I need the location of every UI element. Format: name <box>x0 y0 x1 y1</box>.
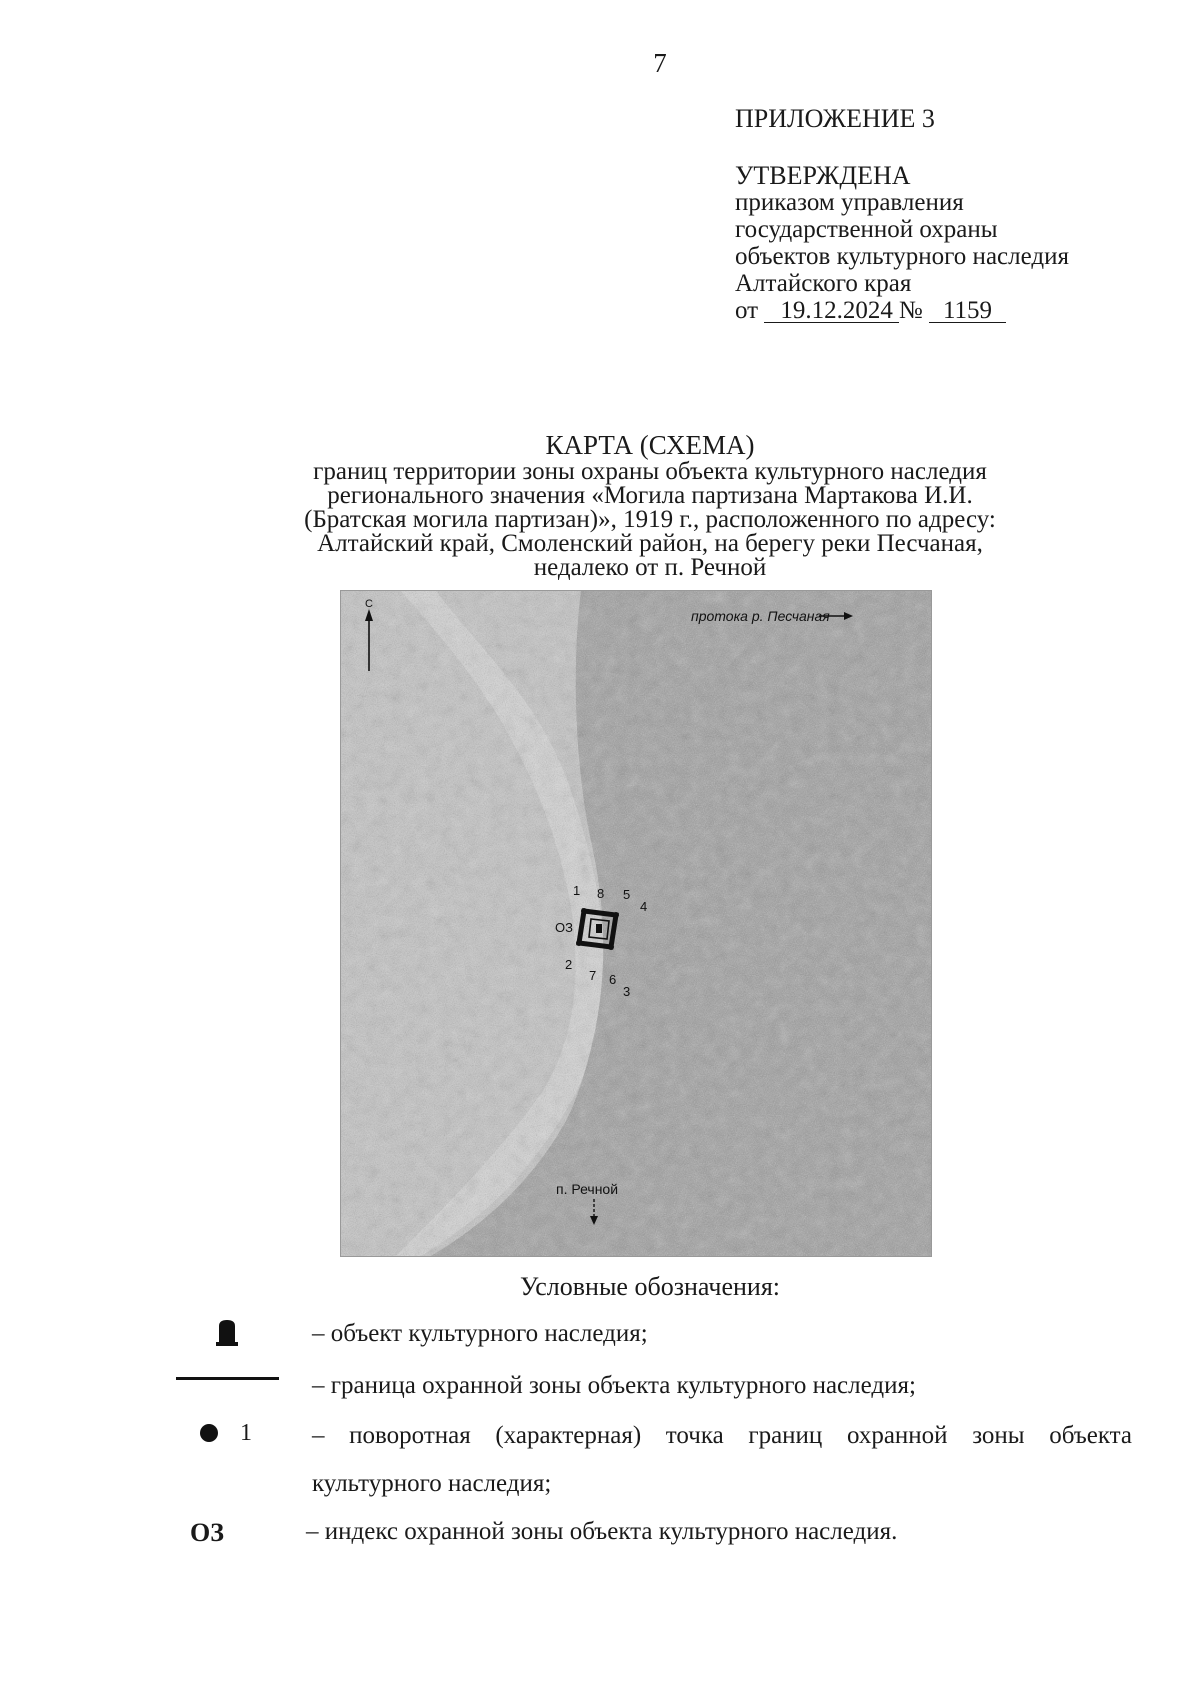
number-prefix: № <box>898 297 923 324</box>
legend-text-boundary: – граница охранной зоны объекта культурного наследия; <box>312 1372 916 1399</box>
point-label: 8 <box>597 886 605 901</box>
point-legend-symbol <box>200 1420 252 1447</box>
legend-text-zone-index: – индекс охранной зоны объекта культурного наследия. <box>306 1518 898 1545</box>
date-prefix: от <box>735 297 759 324</box>
legend-text-monument: – объект культурного наследия; <box>312 1320 648 1347</box>
river-label: протока р. Песчаная <box>691 608 830 624</box>
point-icon <box>200 1424 218 1442</box>
north-label: С <box>365 598 373 610</box>
legend-title: Условные обозначения: <box>519 1272 781 1301</box>
stamp-line-1: приказом управления <box>735 189 964 216</box>
approval-stamp <box>735 105 1069 324</box>
legend-text-point-cont: культурного наследия; <box>312 1470 552 1497</box>
zone-index-label: ОЗ <box>555 920 573 935</box>
point-marker <box>613 912 619 918</box>
point-label: 2 <box>565 957 573 972</box>
point-label: 5 <box>623 887 631 902</box>
appendix-label: ПРИЛОЖЕНИЕ 3 <box>735 104 935 133</box>
monument-icon <box>596 924 602 933</box>
order-number: 1159 <box>929 300 1006 323</box>
title-line-5: недалеко от п. Речной <box>533 554 767 581</box>
stamp-line-2: государственной охраны <box>735 216 998 243</box>
point-label: 3 <box>623 984 631 999</box>
point-label: 7 <box>589 968 597 983</box>
approved-label: УТВЕРЖДЕНА <box>735 161 911 190</box>
stamp-line-3: объектов культурного наследия <box>735 243 1069 270</box>
settlement-label: п. Речной <box>556 1181 619 1197</box>
order-date: 19.12.2024 <box>764 300 899 323</box>
point-marker <box>608 944 614 950</box>
title-line-3: (Братская могила партизан)», 1919 г., расположенного по адресу: <box>304 506 996 533</box>
title-line-2: регионального значения «Могила партизана Мартакова И.И. <box>327 482 973 509</box>
point-label: 6 <box>609 972 617 987</box>
stamp-line-4: Алтайского края <box>735 270 912 297</box>
title-line-1: границ территории зоны охраны объекта культурного наследия <box>313 458 987 485</box>
point-label: 1 <box>573 883 581 898</box>
point-marker <box>581 908 587 914</box>
zone-index-symbol: ОЗ <box>190 1518 224 1547</box>
satellite-map <box>340 590 932 1257</box>
title-block <box>200 430 1100 580</box>
stamp-date-line <box>735 297 1069 324</box>
legend-text-point: – поворотная (характерная) точка границ охранной зоны объекта <box>312 1422 1132 1449</box>
protection-zone <box>576 908 619 950</box>
point-label: 4 <box>640 899 648 914</box>
point-marker <box>576 940 582 946</box>
page-number: 7 <box>653 48 667 78</box>
document-title: КАРТА (СХЕМА) <box>545 430 755 460</box>
boundary-line-icon <box>176 1377 279 1380</box>
point-symbol-label: 1 <box>240 1420 252 1446</box>
title-line-4: Алтайский край, Смоленский район, на берегу реки Песчаная, <box>317 530 983 557</box>
monument-icon <box>216 1320 238 1346</box>
